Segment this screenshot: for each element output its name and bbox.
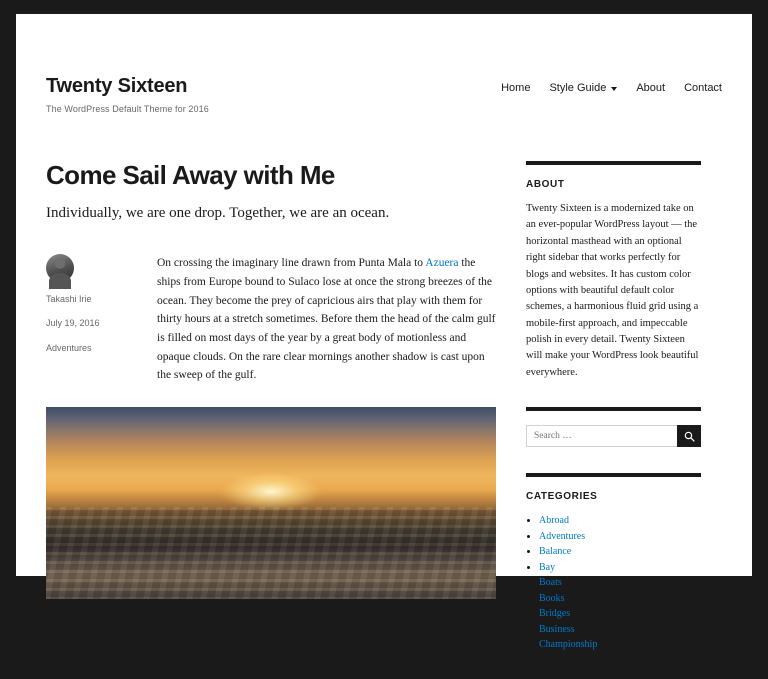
category-link[interactable]: Business xyxy=(539,623,575,635)
widget-title-categories: CATEGORIES xyxy=(526,491,598,503)
list-item[interactable] xyxy=(539,591,701,607)
page-title[interactable]: Come Sail Away with Me xyxy=(46,160,335,190)
search-button[interactable] xyxy=(677,425,701,447)
content-wrapper xyxy=(16,161,752,679)
list-item[interactable] xyxy=(539,560,701,576)
chevron-down-icon xyxy=(611,87,617,91)
post-author[interactable]: Takashi Irie xyxy=(46,294,92,305)
site-header xyxy=(16,14,752,114)
nav-item-contact[interactable] xyxy=(684,82,722,94)
list-item[interactable] xyxy=(539,622,701,638)
site-branding xyxy=(46,74,209,114)
post-text-after-link: the ships from Europe bound to Sulaco lose at once the strong breezes of the ocean. They become the prey of capricious airs that play with them for thirty hours at a stretch sometimes. Before them the head of the calm gulf is filled on most days of the year by a great body of motionless and opaque clouds. On the rare clear mornings another shadow is cast upon the sweep of the gulf. xyxy=(157,257,496,382)
list-item[interactable] xyxy=(539,575,701,591)
category-link[interactable]: Championship xyxy=(539,639,598,651)
post-subtitle: Individually, we are one drop. Together, we are an ocean. xyxy=(46,204,390,221)
nav-item-home[interactable] xyxy=(501,82,530,94)
site-title[interactable]: Twenty Sixteen xyxy=(46,75,188,97)
category-link[interactable]: Balance xyxy=(539,546,572,558)
avatar xyxy=(46,254,74,282)
list-item[interactable] xyxy=(539,637,701,653)
search-input[interactable] xyxy=(526,425,677,447)
post-text-before-link: On crossing the imaginary line drawn from Punta Mala to xyxy=(157,257,426,270)
category-link[interactable]: Boats xyxy=(539,577,562,589)
nav-item-label: Home xyxy=(501,82,531,94)
category-link[interactable]: Bridges xyxy=(539,608,571,620)
list-item[interactable] xyxy=(539,529,701,545)
search-icon xyxy=(684,431,695,442)
sidebar xyxy=(526,161,701,679)
post-category[interactable]: Adventures xyxy=(46,342,92,353)
widget-search xyxy=(526,407,701,447)
search-form xyxy=(526,425,701,447)
post-meta xyxy=(46,254,136,384)
nav-item-about[interactable] xyxy=(636,82,665,94)
category-link[interactable]: Bay xyxy=(539,561,556,573)
post-featured-image xyxy=(46,407,496,599)
post-body xyxy=(46,254,496,384)
list-item[interactable] xyxy=(539,513,701,529)
page-canvas xyxy=(16,14,752,651)
category-link[interactable]: Abroad xyxy=(539,515,569,527)
widget-divider xyxy=(526,473,701,477)
category-list xyxy=(526,513,701,653)
category-link[interactable]: Books xyxy=(539,592,565,604)
nav-item-label: Contact xyxy=(684,82,722,94)
widget-divider xyxy=(526,161,701,165)
widget-title-about: ABOUT xyxy=(526,179,565,190)
nav-item-label: About xyxy=(636,82,666,94)
post-date[interactable]: July 19, 2016 xyxy=(46,317,100,328)
nav-item-label: Style Guide xyxy=(549,82,607,94)
inline-link-azuera[interactable]: Azuera xyxy=(425,257,459,270)
post-paragraph xyxy=(157,254,496,384)
list-item[interactable] xyxy=(539,544,701,560)
main-navigation xyxy=(501,74,722,94)
primary-content xyxy=(46,161,496,679)
about-text: Twenty Sixteen is a modernized take on an ever-popular WordPress layout — the horizontal masthead with an optional right sidebar that works perfectly for blogs and websites. It has custom color options with beautiful default color schemes, a harmonious fluid grid using a mobile-first approach, and impeccable polish in every detail. Twenty Sixteen will make your WordPress look beautiful everywhere. xyxy=(526,203,699,378)
widget-categories xyxy=(526,473,701,653)
category-link[interactable]: Adventures xyxy=(539,530,586,542)
widget-divider xyxy=(526,407,701,411)
nav-item-style-guide[interactable] xyxy=(549,82,617,94)
site-description: The WordPress Default Theme for 2016 xyxy=(46,104,209,114)
ocean-waves-texture xyxy=(46,507,496,599)
list-item[interactable] xyxy=(539,606,701,622)
widget-about xyxy=(526,161,701,381)
